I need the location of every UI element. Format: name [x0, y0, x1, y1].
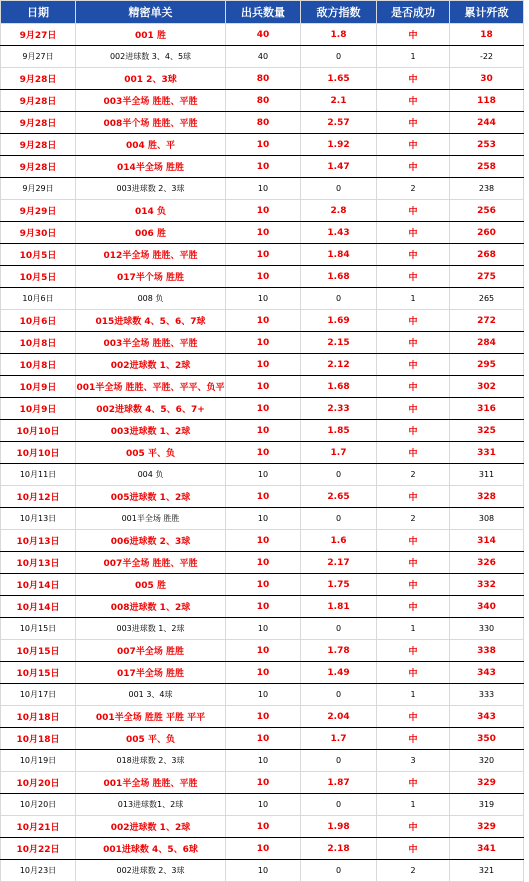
pick-cell: 002进球数 3、4、5球: [76, 46, 226, 68]
result-cell: 2: [377, 464, 450, 486]
odds-cell: 2.1: [301, 90, 377, 112]
odds-cell: 0: [301, 618, 377, 640]
pick-cell: 001半全场 胜胜、平胜: [76, 772, 226, 794]
result-cell: 中: [377, 134, 450, 156]
pick-cell: 008半个场 胜胜、平胜: [76, 112, 226, 134]
quantity-cell: 10: [226, 178, 301, 200]
pick-cell: 002进球数 2、3球: [76, 860, 226, 882]
pick-cell: 001 3、4球: [76, 684, 226, 706]
date-cell: 10月13日: [1, 552, 76, 574]
header-pick: 精密单关: [76, 1, 226, 24]
table-row: [1, 574, 524, 596]
odds-cell: 2.12: [301, 354, 377, 376]
table-row: [1, 354, 524, 376]
pick-cell: 014半全场 胜胜: [76, 156, 226, 178]
date-cell: 10月13日: [1, 530, 76, 552]
odds-cell: 1.87: [301, 772, 377, 794]
total-cell: 350: [450, 728, 524, 750]
date-cell: 10月14日: [1, 574, 76, 596]
table-row: [1, 178, 524, 200]
pick-cell: 007半全场 胜胜、平胜: [76, 552, 226, 574]
table-row: [1, 794, 524, 816]
total-cell: 302: [450, 376, 524, 398]
result-cell: 中: [377, 354, 450, 376]
total-cell: 118: [450, 90, 524, 112]
total-cell: 311: [450, 464, 524, 486]
result-cell: 1: [377, 618, 450, 640]
result-cell: 中: [377, 332, 450, 354]
odds-cell: 1.75: [301, 574, 377, 596]
total-cell: 284: [450, 332, 524, 354]
result-cell: 中: [377, 816, 450, 838]
quantity-cell: 40: [226, 24, 301, 46]
result-cell: 中: [377, 398, 450, 420]
table-row: [1, 200, 524, 222]
odds-cell: 1.68: [301, 266, 377, 288]
pick-cell: 005进球数 1、2球: [76, 486, 226, 508]
odds-cell: 1.68: [301, 376, 377, 398]
odds-cell: 0: [301, 508, 377, 530]
odds-cell: 1.81: [301, 596, 377, 618]
result-cell: 中: [377, 222, 450, 244]
quantity-cell: 10: [226, 134, 301, 156]
result-cell: 1: [377, 794, 450, 816]
odds-cell: 1.78: [301, 640, 377, 662]
date-cell: 10月15日: [1, 640, 76, 662]
result-cell: 中: [377, 596, 450, 618]
table-body: [1, 24, 524, 882]
pick-cell: 015进球数 4、5、6、7球: [76, 310, 226, 332]
result-cell: 中: [377, 68, 450, 90]
pick-cell: 008 负: [76, 288, 226, 310]
total-cell: 341: [450, 838, 524, 860]
quantity-cell: 10: [226, 464, 301, 486]
quantity-cell: 10: [226, 332, 301, 354]
table-row: [1, 90, 524, 112]
quantity-cell: 10: [226, 200, 301, 222]
date-cell: 10月17日: [1, 684, 76, 706]
result-cell: 中: [377, 662, 450, 684]
table-row: [1, 486, 524, 508]
pick-cell: 008进球数 1、2球: [76, 596, 226, 618]
quantity-cell: 10: [226, 552, 301, 574]
quantity-cell: 10: [226, 398, 301, 420]
odds-cell: 0: [301, 464, 377, 486]
pick-cell: 018进球数 2、3球: [76, 750, 226, 772]
quantity-cell: 10: [226, 772, 301, 794]
pick-cell: 001半全场 胜胜: [76, 508, 226, 530]
odds-cell: 1.84: [301, 244, 377, 266]
result-cell: 中: [377, 486, 450, 508]
odds-cell: 0: [301, 794, 377, 816]
date-cell: 9月29日: [1, 178, 76, 200]
total-cell: 295: [450, 354, 524, 376]
table-row: [1, 398, 524, 420]
pick-cell: 012半全场 胜胜、平胜: [76, 244, 226, 266]
result-cell: 中: [377, 266, 450, 288]
odds-cell: 1.7: [301, 728, 377, 750]
table-row: [1, 134, 524, 156]
result-cell: 中: [377, 90, 450, 112]
quantity-cell: 10: [226, 244, 301, 266]
date-cell: 10月18日: [1, 728, 76, 750]
quantity-cell: 10: [226, 750, 301, 772]
table-row: [1, 772, 524, 794]
total-cell: 326: [450, 552, 524, 574]
table-row: [1, 288, 524, 310]
table-row: [1, 860, 524, 882]
pick-cell: 001进球数 4、5、6球: [76, 838, 226, 860]
total-cell: 329: [450, 772, 524, 794]
date-cell: 10月20日: [1, 772, 76, 794]
header-quantity: 出兵数量: [226, 1, 301, 24]
table-row: [1, 222, 524, 244]
pick-cell: 002进球数 1、2球: [76, 354, 226, 376]
quantity-cell: 10: [226, 376, 301, 398]
total-cell: 325: [450, 420, 524, 442]
quantity-cell: 10: [226, 530, 301, 552]
date-cell: 10月18日: [1, 706, 76, 728]
date-cell: 9月28日: [1, 90, 76, 112]
result-cell: 2: [377, 860, 450, 882]
total-cell: 343: [450, 706, 524, 728]
date-cell: 10月11日: [1, 464, 76, 486]
total-cell: 316: [450, 398, 524, 420]
date-cell: 9月28日: [1, 156, 76, 178]
pick-cell: 006 胜: [76, 222, 226, 244]
odds-cell: 1.8: [301, 24, 377, 46]
total-cell: 18: [450, 24, 524, 46]
table-row: [1, 640, 524, 662]
total-cell: 340: [450, 596, 524, 618]
odds-cell: 1.7: [301, 442, 377, 464]
result-cell: 1: [377, 684, 450, 706]
table-row: [1, 662, 524, 684]
result-cell: 中: [377, 706, 450, 728]
result-cell: 中: [377, 530, 450, 552]
quantity-cell: 80: [226, 68, 301, 90]
date-cell: 9月30日: [1, 222, 76, 244]
result-cell: 中: [377, 442, 450, 464]
date-cell: 10月15日: [1, 618, 76, 640]
header-odds: 敌方指数: [301, 1, 377, 24]
table-row: [1, 332, 524, 354]
total-cell: 333: [450, 684, 524, 706]
pick-cell: 001 2、3球: [76, 68, 226, 90]
total-cell: 328: [450, 486, 524, 508]
date-cell: 10月5日: [1, 244, 76, 266]
quantity-cell: 10: [226, 288, 301, 310]
total-cell: 308: [450, 508, 524, 530]
table-row: [1, 310, 524, 332]
pick-cell: 005 胜: [76, 574, 226, 596]
header-total: 累计歼敌: [450, 1, 524, 24]
quantity-cell: 10: [226, 860, 301, 882]
total-cell: 244: [450, 112, 524, 134]
result-cell: 中: [377, 574, 450, 596]
odds-cell: 2.8: [301, 200, 377, 222]
header-row: [1, 1, 524, 24]
quantity-cell: 10: [226, 838, 301, 860]
header-date: 日期: [1, 1, 76, 24]
table-row: [1, 508, 524, 530]
pick-cell: 017半全场 胜胜: [76, 662, 226, 684]
pick-cell: 003半全场 胜胜、平胜: [76, 332, 226, 354]
pick-cell: 013进球数1、2球: [76, 794, 226, 816]
odds-cell: 1.47: [301, 156, 377, 178]
quantity-cell: 10: [226, 222, 301, 244]
table-row: [1, 112, 524, 134]
total-cell: 321: [450, 860, 524, 882]
odds-cell: 2.57: [301, 112, 377, 134]
odds-cell: 1.65: [301, 68, 377, 90]
pick-cell: 001 胜: [76, 24, 226, 46]
table-row: [1, 376, 524, 398]
result-cell: 2: [377, 508, 450, 530]
result-cell: 1: [377, 288, 450, 310]
date-cell: 9月27日: [1, 46, 76, 68]
pick-cell: 007半全场 胜胜: [76, 640, 226, 662]
table-row: [1, 706, 524, 728]
quantity-cell: 10: [226, 684, 301, 706]
quantity-cell: 10: [226, 574, 301, 596]
date-cell: 10月10日: [1, 442, 76, 464]
total-cell: 319: [450, 794, 524, 816]
pick-cell: 004 胜、平: [76, 134, 226, 156]
quantity-cell: 10: [226, 354, 301, 376]
result-cell: 中: [377, 310, 450, 332]
quantity-cell: 10: [226, 662, 301, 684]
quantity-cell: 10: [226, 706, 301, 728]
table-row: [1, 728, 524, 750]
date-cell: 10月13日: [1, 508, 76, 530]
date-cell: 10月23日: [1, 860, 76, 882]
quantity-cell: 80: [226, 90, 301, 112]
table-row: [1, 46, 524, 68]
pick-cell: 004 负: [76, 464, 226, 486]
date-cell: 9月28日: [1, 112, 76, 134]
date-cell: 9月28日: [1, 68, 76, 90]
quantity-cell: 10: [226, 442, 301, 464]
quantity-cell: 10: [226, 596, 301, 618]
date-cell: 10月22日: [1, 838, 76, 860]
total-cell: 329: [450, 816, 524, 838]
quantity-cell: 40: [226, 46, 301, 68]
table-row: [1, 530, 524, 552]
total-cell: 253: [450, 134, 524, 156]
pick-cell: 002进球数 1、2球: [76, 816, 226, 838]
odds-cell: 1.98: [301, 816, 377, 838]
odds-cell: 0: [301, 684, 377, 706]
odds-cell: 2.18: [301, 838, 377, 860]
table-row: [1, 156, 524, 178]
total-cell: 314: [450, 530, 524, 552]
quantity-cell: 10: [226, 310, 301, 332]
odds-cell: 1.69: [301, 310, 377, 332]
odds-cell: 1.49: [301, 662, 377, 684]
total-cell: 260: [450, 222, 524, 244]
result-cell: 中: [377, 376, 450, 398]
odds-cell: 2.04: [301, 706, 377, 728]
date-cell: 10月9日: [1, 376, 76, 398]
result-cell: 中: [377, 640, 450, 662]
total-cell: 238: [450, 178, 524, 200]
pick-cell: 003进球数 1、2球: [76, 420, 226, 442]
quantity-cell: 10: [226, 266, 301, 288]
result-cell: 1: [377, 46, 450, 68]
date-cell: 10月5日: [1, 266, 76, 288]
table-row: [1, 420, 524, 442]
pick-cell: 006进球数 2、3球: [76, 530, 226, 552]
date-cell: 10月15日: [1, 662, 76, 684]
total-cell: 256: [450, 200, 524, 222]
total-cell: 30: [450, 68, 524, 90]
total-cell: 338: [450, 640, 524, 662]
odds-cell: 0: [301, 46, 377, 68]
result-cell: 3: [377, 750, 450, 772]
odds-cell: 0: [301, 750, 377, 772]
date-cell: 10月21日: [1, 816, 76, 838]
result-cell: 中: [377, 156, 450, 178]
total-cell: 330: [450, 618, 524, 640]
table-row: [1, 618, 524, 640]
odds-cell: 2.15: [301, 332, 377, 354]
table-row: [1, 266, 524, 288]
total-cell: 343: [450, 662, 524, 684]
pick-cell: 001半全场 胜胜 平胜 平平: [76, 706, 226, 728]
quantity-cell: 10: [226, 486, 301, 508]
quantity-cell: 10: [226, 156, 301, 178]
table-row: [1, 750, 524, 772]
date-cell: 10月9日: [1, 398, 76, 420]
quantity-cell: 10: [226, 618, 301, 640]
total-cell: 258: [450, 156, 524, 178]
odds-cell: 2.17: [301, 552, 377, 574]
result-cell: 中: [377, 112, 450, 134]
table-row: [1, 816, 524, 838]
pick-cell: 003半全场 胜胜、平胜: [76, 90, 226, 112]
odds-cell: 0: [301, 288, 377, 310]
result-cell: 2: [377, 178, 450, 200]
quantity-cell: 10: [226, 816, 301, 838]
odds-cell: 1.6: [301, 530, 377, 552]
total-cell: 272: [450, 310, 524, 332]
date-cell: 10月19日: [1, 750, 76, 772]
odds-cell: 1.92: [301, 134, 377, 156]
table-row: [1, 552, 524, 574]
pick-cell: 005 平、负: [76, 442, 226, 464]
total-cell: 332: [450, 574, 524, 596]
date-cell: 10月8日: [1, 332, 76, 354]
pick-cell: 014 负: [76, 200, 226, 222]
date-cell: 10月12日: [1, 486, 76, 508]
table-row: [1, 244, 524, 266]
pick-cell: 005 平、负: [76, 728, 226, 750]
date-cell: 10月20日: [1, 794, 76, 816]
result-cell: 中: [377, 244, 450, 266]
quantity-cell: 10: [226, 508, 301, 530]
odds-cell: 1.85: [301, 420, 377, 442]
result-cell: 中: [377, 772, 450, 794]
pick-cell: 003进球数 2、3球: [76, 178, 226, 200]
total-cell: 265: [450, 288, 524, 310]
quantity-cell: 10: [226, 794, 301, 816]
date-cell: 10月6日: [1, 310, 76, 332]
odds-cell: 2.65: [301, 486, 377, 508]
date-cell: 10月14日: [1, 596, 76, 618]
result-cell: 中: [377, 200, 450, 222]
total-cell: 275: [450, 266, 524, 288]
total-cell: 268: [450, 244, 524, 266]
pick-cell: 003进球数 1、2球: [76, 618, 226, 640]
table-row: [1, 596, 524, 618]
table-row: [1, 838, 524, 860]
date-cell: 9月28日: [1, 134, 76, 156]
total-cell: -22: [450, 46, 524, 68]
total-cell: 320: [450, 750, 524, 772]
date-cell: 10月10日: [1, 420, 76, 442]
date-cell: 10月6日: [1, 288, 76, 310]
table-row: [1, 684, 524, 706]
quantity-cell: 10: [226, 640, 301, 662]
quantity-cell: 80: [226, 112, 301, 134]
odds-cell: 1.43: [301, 222, 377, 244]
table-row: [1, 464, 524, 486]
quantity-cell: 10: [226, 420, 301, 442]
table-row: [1, 442, 524, 464]
quantity-cell: 10: [226, 728, 301, 750]
table-row: [1, 68, 524, 90]
result-cell: 中: [377, 552, 450, 574]
pick-cell: 002进球数 4、5、6、7+: [76, 398, 226, 420]
odds-cell: 0: [301, 178, 377, 200]
odds-cell: 0: [301, 860, 377, 882]
result-cell: 中: [377, 24, 450, 46]
result-cell: 中: [377, 838, 450, 860]
header-result: 是否成功: [377, 1, 450, 24]
pick-cell: 017半个场 胜胜: [76, 266, 226, 288]
date-cell: 10月8日: [1, 354, 76, 376]
odds-cell: 2.33: [301, 398, 377, 420]
date-cell: 9月29日: [1, 200, 76, 222]
date-cell: 9月27日: [1, 24, 76, 46]
pick-cell: 001半全场 胜胜、平胜、平平、负平: [76, 376, 226, 398]
result-cell: 中: [377, 420, 450, 442]
table-row: [1, 24, 524, 46]
total-cell: 331: [450, 442, 524, 464]
result-cell: 中: [377, 728, 450, 750]
